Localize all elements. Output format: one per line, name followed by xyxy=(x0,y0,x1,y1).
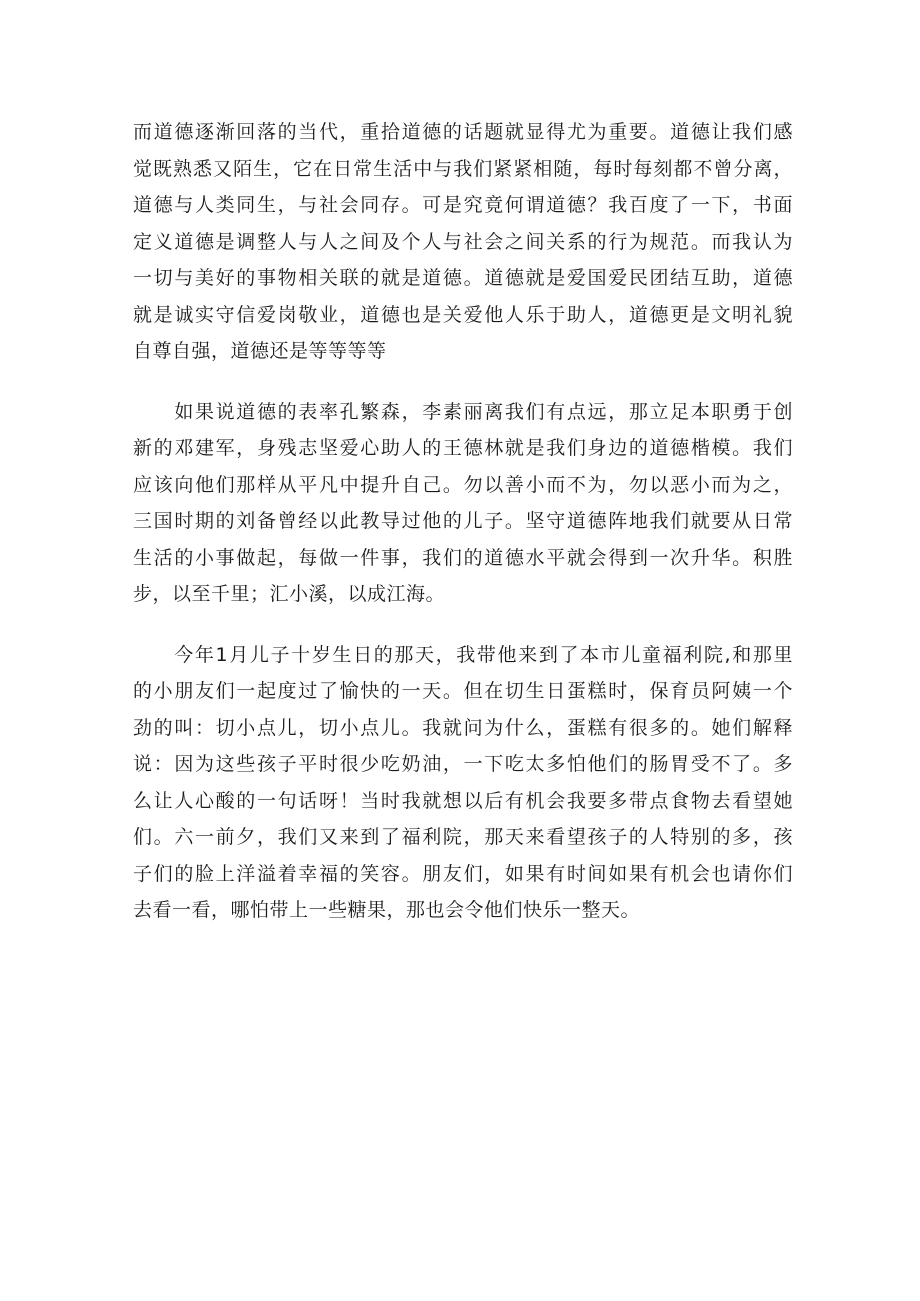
text-line: 就是诚实守信爱岗敬业，道德也是关爱他人乐于助人，道德更是文明礼貌 xyxy=(133,303,793,326)
text-line: 步，以至千里；汇小溪，以成江海。 xyxy=(133,583,446,605)
text-line: 自尊自强，道德还是等等等等 xyxy=(133,340,387,362)
text-line: 说：因为这些孩子平时很少吃奶油，一下吃太多怕他们的肠胃受不了。多 xyxy=(133,753,793,775)
text-line: 道德与人类同生，与社会同存。可是究竟何谓道德？我百度了一下，书面 xyxy=(133,194,793,216)
text-line: 新的邓建军，身残志坚爱心助人的王德林就是我们身边的道德楷模。我们 xyxy=(133,437,793,459)
paragraph-1 xyxy=(133,114,793,370)
paragraph-2 xyxy=(133,394,793,613)
text-line: 生活的小事做起，每做一件事，我们的道德水平就会得到一次升华。积胜 xyxy=(133,546,793,569)
document-body xyxy=(133,114,793,929)
text-line: 而道德逐渐回落的当代，重拾道德的话题就显得尤为重要。道德让我们感 xyxy=(133,121,793,143)
text-line: 们。六一前夕，我们又来到了福利院，那天来看望孩子的人特别的多，孩 xyxy=(133,826,793,848)
paragraph-3 xyxy=(133,637,793,929)
text-line: 劲的叫：切小点儿，切小点儿。我就问为什么，蛋糕有很多的。她们解释 xyxy=(133,716,793,739)
text-line: 去看一看，哪怕带上一些糖果，那也会令他们快乐一整天。 xyxy=(133,899,641,921)
text-line: 应该向他们那样从平凡中提升自己。勿以善小而不为，勿以恶小而为之， xyxy=(133,473,793,496)
paragraph-spacer xyxy=(133,613,793,637)
text-line: 的小朋友们一起度过了愉快的一天。但在切生日蛋糕时，保育员阿姨一个 xyxy=(133,680,793,702)
text-line: 定义道德是调整人与人之间及个人与社会之间关系的行为规范。而我认为 xyxy=(133,230,793,253)
text-line: 如果说道德的表率孔繁森，李素丽离我们有点远，那立足本职勇于创 xyxy=(133,400,793,423)
text-line: 三国时期的刘备曾经以此教导过他的儿子。坚守道德阵地我们就要从日常 xyxy=(133,510,793,532)
paragraph-spacer xyxy=(133,370,793,394)
text-line: 么让人心酸的一句话呀！当时我就想以后有机会我要多带点食物去看望她 xyxy=(133,789,793,812)
text-line: 觉既熟悉又陌生，它在日常生活中与我们紧紧相随，每时每刻都不曾分离， xyxy=(133,157,793,180)
text-line: 一切与美好的事物相关联的就是道德。道德就是爱国爱民团结互助，道德 xyxy=(133,267,793,289)
text-line: 今年1月儿子十岁生日的那天，我带他来到了本市儿童福利院,和那里 xyxy=(133,643,793,666)
text-line: 子们的脸上洋溢着幸福的笑容。朋友们，如果有时间如果有机会也请你们 xyxy=(133,862,793,885)
